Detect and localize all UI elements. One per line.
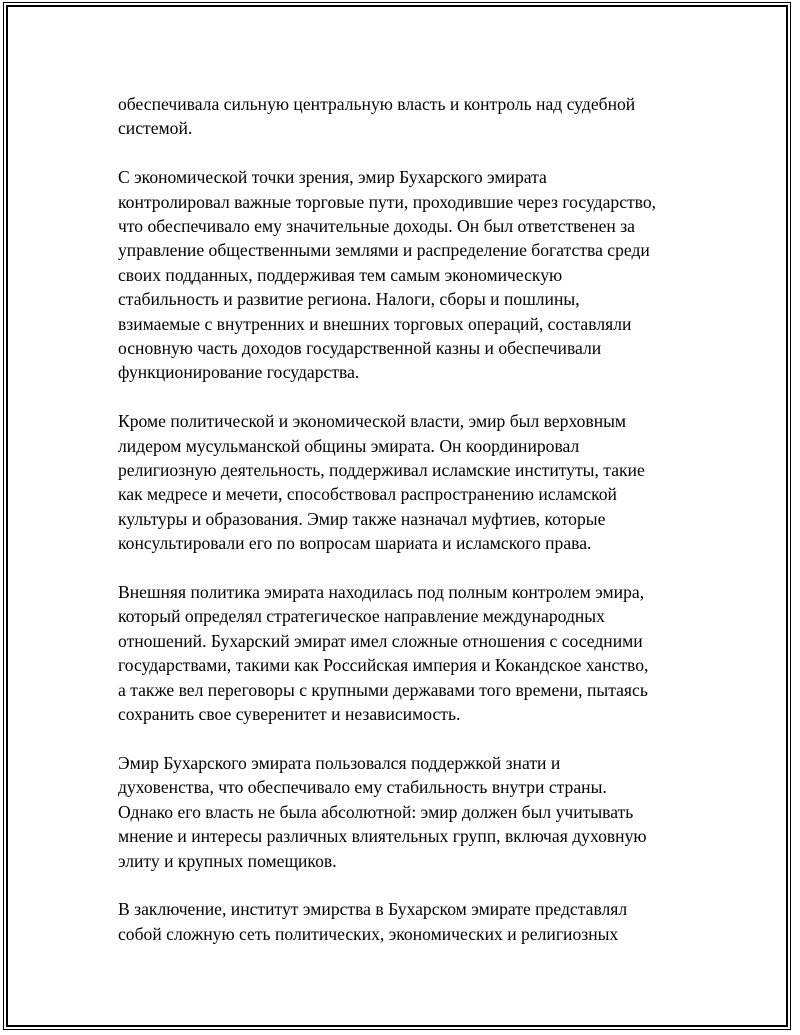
paragraph: Внешняя политика эмирата находилась под полным контролем эмира, который определял стратегическое направление международных отношений. Бухарский эмират имел сложные отношения с соседними государствами, такими как Российская империя и Кокандское ханство, а также вел переговоры с крупными державами того времени, пытаясь сохранить свое суверенитет и независимость.: [118, 582, 649, 725]
document-body: [118, 92, 698, 946]
paragraph: Эмир Бухарского эмирата пользовался поддержкой знати и духовенства, что обеспечивало ему стабильность внутри страны. Однако его власть не была абсолютной: эмир должен был учитывать мнение и интересы различных влиятельных групп, включая духовную элиту и крупных помещиков.: [118, 752, 647, 871]
paragraph: С экономической точки зрения, эмир Бухарского эмирата контролировал важные торговые пути, проходившие через государство, что обеспечивало ему значительные доходы. Он был ответственен за управление общественными землями и распределение богатства среди своих подданных, поддерживая тем самым экономическую стабильность и развитие региона. Налоги, сборы и пошлины, взимаемые с внутренних и внешних торговых операций, составляли основную часть доходов государственной казны и обеспечивали функционирование государства.: [118, 167, 657, 383]
paragraph: обеспечивала сильную центральную власть и контроль над судебной системой.: [118, 94, 636, 139]
paragraph: В заключение, институт эмирства в Бухарском эмирате представлял собой сложную сеть политических, экономических и религиозных: [118, 899, 628, 944]
paragraph: Кроме политической и экономической власти, эмир был верховным лидером мусульманской общины эмирата. Он координировал религиозную деятельность, поддерживал исламские институты, такие как медресе и мечети, способствовал распространению исламской культуры и образования. Эмир также назначал муфтиев, которые консультировали его по вопросам шариата и исламского права.: [118, 411, 645, 554]
